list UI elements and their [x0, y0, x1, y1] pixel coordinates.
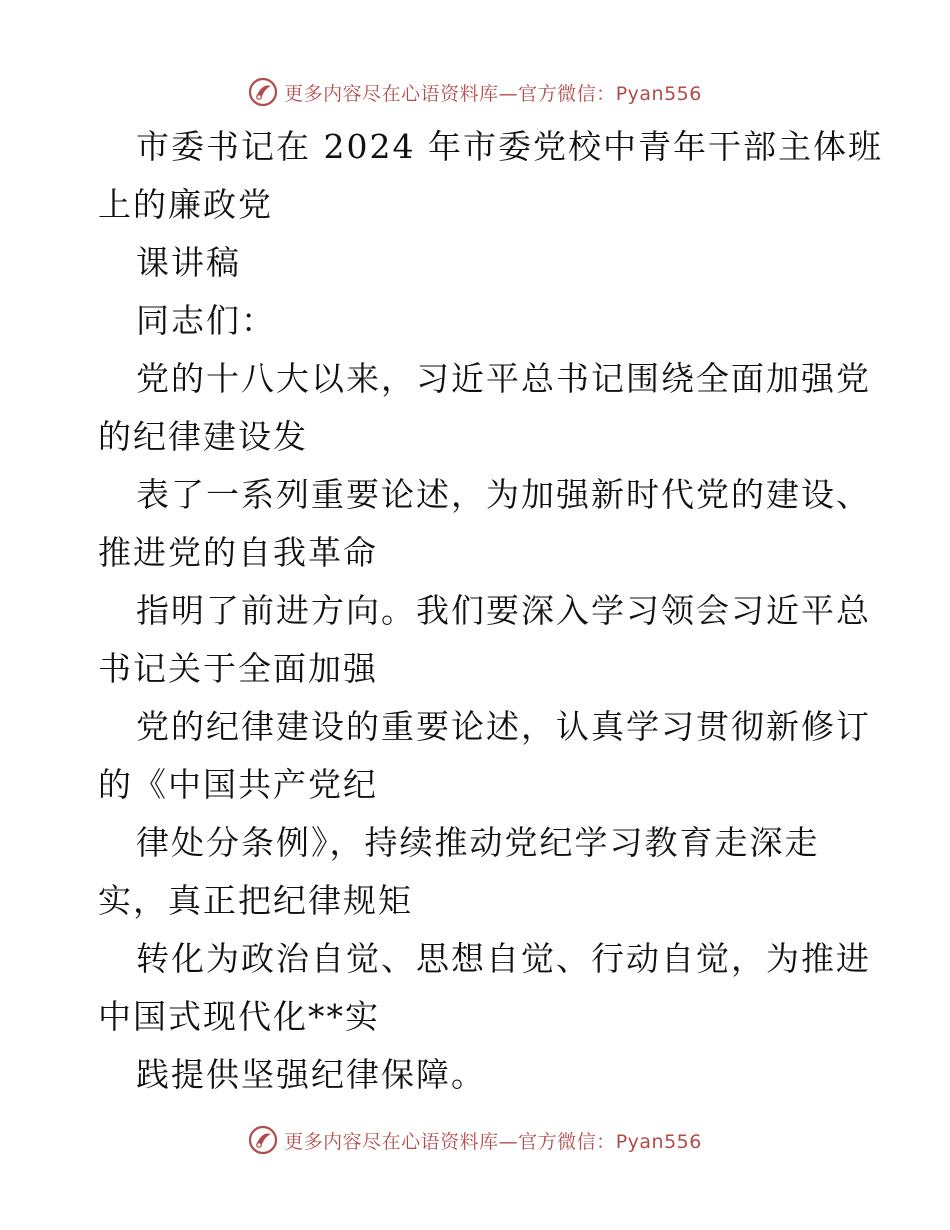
- text-line: 书记关于全面加强: [98, 649, 378, 688]
- text-line: 市委书记在 2024 年市委党校中青年干部主体班: [136, 127, 883, 166]
- footer-banner-title: 更多内容尽在心语资料库: [284, 1130, 499, 1153]
- footer-wechat-label: 官方微信：: [518, 1130, 616, 1153]
- text-line: 表了一系列重要论述，为加强新时代党的建设、: [136, 475, 871, 514]
- footer-banner-separator: —: [498, 1130, 519, 1153]
- text-line: 党的纪律建设的重要论述，认真学习贯彻新修订: [136, 707, 871, 746]
- text-line: 中国式现代化**实: [98, 997, 380, 1036]
- text-line: 转化为政治自觉、思想自觉、行动自觉，为推进: [136, 939, 871, 978]
- footer-banner-text: [284, 1127, 702, 1154]
- text-line: 上的廉政党: [98, 185, 273, 224]
- text-line: 的《中国共产党纪: [98, 765, 378, 804]
- footer-wechat-id: Pyan556: [615, 1130, 702, 1153]
- header-banner-text: [284, 79, 702, 106]
- text-line: 的纪律建设发: [98, 417, 308, 456]
- text-line: 党的十八大以来，习近平总书记围绕全面加强党: [136, 359, 871, 398]
- text-line: 推进党的自我革命: [98, 533, 378, 572]
- text-line: 同志们：: [136, 301, 276, 340]
- text-line: 践提供坚强纪律保障。: [136, 1055, 486, 1094]
- header-wechat-id: Pyan556: [615, 82, 702, 105]
- brand-logo-icon: [248, 1125, 278, 1155]
- text-line: 实，真正把纪律规矩: [98, 881, 413, 920]
- header-wechat-label: 官方微信：: [518, 82, 616, 105]
- text-line: 课讲稿: [136, 243, 241, 282]
- header-banner-separator: —: [498, 82, 519, 105]
- brand-logo-icon: [248, 77, 278, 107]
- header-banner-title: 更多内容尽在心语资料库: [284, 82, 499, 105]
- text-line: 律处分条例》，持续推动党纪学习教育走深走: [136, 823, 820, 862]
- document-body: [98, 118, 883, 1104]
- text-line: 指明了前进方向。我们要深入学习领会习近平总: [136, 591, 871, 630]
- header-banner: [0, 72, 950, 112]
- footer-banner: [0, 1120, 950, 1160]
